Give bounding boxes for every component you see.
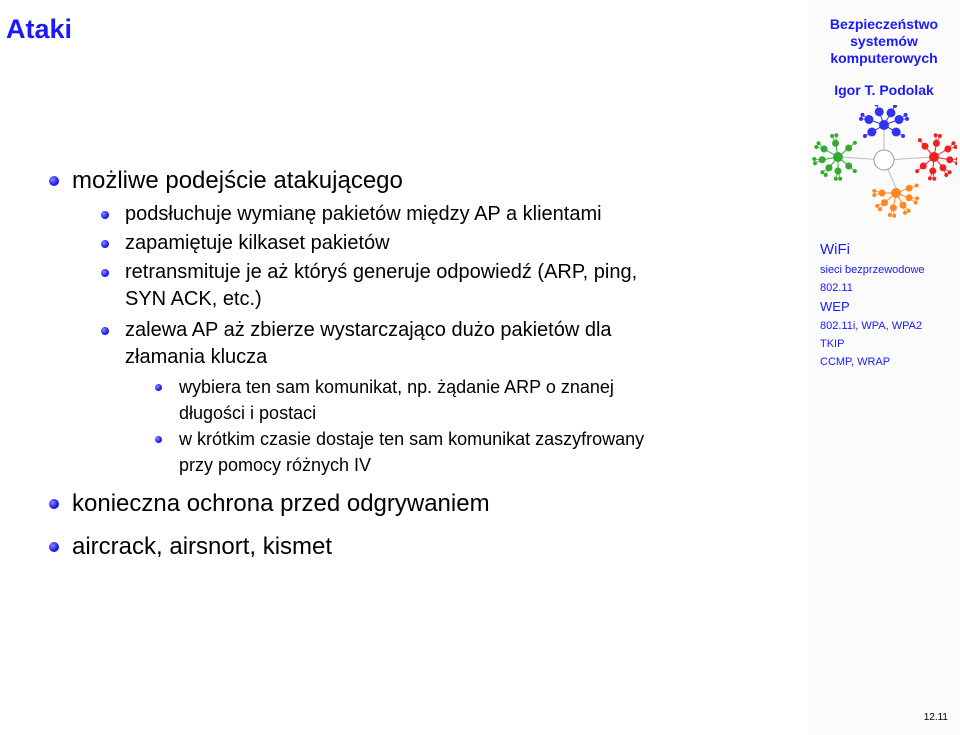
tree-node [881, 199, 888, 206]
sidebar-nav [820, 239, 925, 371]
tree-leaf-node [859, 117, 863, 121]
page-number: 12.11 [923, 712, 948, 723]
slide-title: Ataki [6, 14, 73, 44]
tree-leaf-node [928, 176, 932, 180]
bullet-icon [101, 269, 109, 277]
tree-leaf-node [872, 193, 876, 197]
orange-node-cluster [872, 183, 919, 217]
course-title-line2: systemów [850, 33, 918, 49]
tree-leaf-node [954, 145, 957, 149]
tree-leaf-node [915, 169, 919, 173]
tree-leaf-node [932, 177, 936, 181]
nav-tkip[interactable]: TKIP [820, 338, 845, 350]
bullet-icon [49, 542, 59, 552]
tree-node [875, 107, 884, 116]
bullet-icon [101, 211, 109, 219]
tree-leaf-node [853, 169, 857, 173]
bullet-text: konieczna ochrona przed odgrywaniem [72, 490, 490, 517]
course-title-line1: Bezpieczeństwo [829, 16, 939, 32]
tree-leaf-node [956, 157, 957, 161]
red-node-cluster [915, 133, 957, 181]
nav-802-11i-wpa[interactable]: 802.11i, WPA, WPA2 [820, 320, 923, 332]
nav-wifi[interactable]: WiFi [820, 241, 850, 258]
tree-leaf-node [863, 134, 867, 138]
tree-leaf-node [934, 133, 938, 137]
bullet-icon [49, 499, 59, 509]
course-title[interactable] [808, 0, 960, 67]
tree-leaf-node [944, 173, 948, 177]
tree-leaf-node [938, 134, 942, 138]
tree-leaf-node [853, 141, 857, 145]
tree-leaf-node [834, 177, 838, 181]
nav-sieci-bezprzewodowe[interactable]: sieci bezprzewodowe [820, 264, 925, 276]
tree-leaf-node [888, 213, 892, 217]
tree-leaf-node [915, 183, 919, 187]
tree-leaf-node [901, 134, 905, 138]
tree-leaf-node [904, 113, 908, 117]
tree-leaf-node [874, 105, 878, 106]
bullet-text: aircrack, airsnort, kismet [72, 533, 333, 560]
bullet-text: podsłuchuje wymianę pakietów między AP a klientami [125, 203, 602, 225]
tree-leaf-node [812, 157, 816, 161]
author-name[interactable]: Igor T. Podolak [834, 82, 934, 98]
tree-leaf-node [817, 141, 821, 145]
bullet-text: zalewa AP aż zbierze wystarczająco dużo pakietów dla [125, 319, 612, 341]
tree-leaf-node [860, 113, 864, 117]
bullet-text: zapamiętuje kilkaset pakietów [125, 232, 390, 254]
tree-leaf-node [813, 161, 817, 165]
bullet-text-continuation: SYN ACK, etc.) [125, 288, 262, 310]
tree-leaf-node [892, 214, 896, 218]
tree-leaf-node [951, 141, 955, 145]
tree-leaf-node [918, 138, 922, 142]
center-node [874, 150, 894, 170]
tree-leaf-node [824, 173, 828, 177]
bullet-icon [155, 436, 162, 443]
tree-leaf-node [915, 196, 919, 200]
network-tree-logo-icon [812, 105, 957, 223]
bullet-text-continuation: długości i postaci [179, 403, 317, 423]
bullet-text: retransmituje je aż któryś generuje odpowiedź (ARP, ping, [125, 261, 638, 283]
tree-leaf-node [878, 207, 882, 211]
bullet-icon [101, 327, 109, 335]
tree-leaf-node [830, 134, 834, 138]
bullet-icon [101, 240, 109, 248]
tree-node [929, 167, 936, 174]
green-node-cluster [812, 133, 857, 180]
tree-leaf-node [834, 133, 838, 137]
tree-leaf-node [820, 170, 824, 174]
tree-leaf-node [838, 177, 842, 181]
bullet-icon [49, 176, 59, 186]
sidebar [808, 0, 960, 735]
bullet-text-continuation: przy pomocy różnych IV [179, 455, 372, 475]
tree-leaf-node [955, 161, 957, 165]
tree-leaf-node [814, 145, 818, 149]
nav-802-11[interactable]: 802.11 [820, 282, 853, 294]
bullet-icon [155, 384, 162, 391]
bullet-text-continuation: złamania klucza [125, 346, 268, 368]
course-title-line3: komputerowych [830, 50, 938, 66]
tree-leaf-node [903, 211, 907, 215]
tree-leaf-node [948, 170, 952, 174]
bullet-text: wybiera ten sam komunikat, np. żądanie ARP o znanej [179, 377, 614, 397]
tree-leaf-node [907, 209, 911, 213]
tree-leaf-node [914, 200, 918, 204]
nav-ccmp-wrap[interactable]: CCMP, WRAP [820, 356, 891, 368]
tree-leaf-node [905, 117, 909, 121]
nav-wep[interactable]: WEP [820, 299, 850, 314]
tree-leaf-node [872, 189, 876, 193]
tree-leaf-node [875, 204, 879, 208]
bullet-text: możliwe podejście atakującego [72, 167, 403, 194]
bullet-text: w krótkim czasie dostaje ten sam komunikat zaszyfrowany [179, 429, 645, 449]
tree-leaf-node [893, 105, 897, 108]
